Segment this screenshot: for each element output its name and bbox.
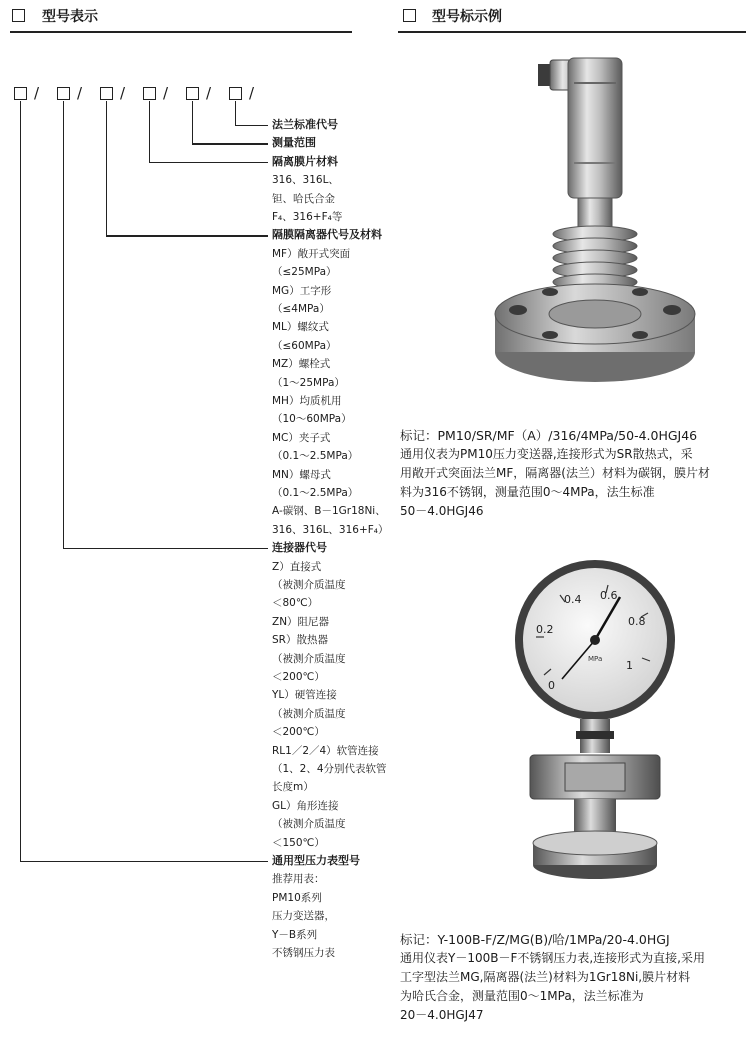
code-field-box	[229, 87, 242, 100]
bracket-vertical-line	[106, 101, 107, 235]
legend-line: SR）散热器	[272, 634, 328, 647]
example1-line: 50－4.0HGJ46	[400, 504, 484, 518]
code-field-box	[14, 87, 27, 100]
legend-line: 法兰标准代号	[272, 118, 338, 131]
right-header-checkbox-icon	[403, 9, 416, 22]
example1-caption	[400, 426, 746, 521]
pressure-gauge-photo	[510, 555, 680, 885]
legend-line: （≤25MPa）	[272, 266, 337, 279]
legend-line: （被测介质温度	[272, 652, 346, 665]
legend-line: ＜200℃）	[272, 671, 325, 683]
example2-line: 通用仪表Y－100B－F不锈钢压力表,连接形式为直接,采用	[400, 951, 705, 965]
code-field-box	[100, 87, 113, 100]
legend-line: 钽、哈氏合金	[272, 192, 335, 205]
example1-line: 通用仪表为PM10压力变送器,连接形式为SR散热式，采	[400, 447, 693, 461]
legend-line: 通用型压力表型号	[272, 854, 360, 867]
legend-line: 隔离膜片材料	[272, 154, 338, 168]
code-separator: /	[34, 84, 40, 102]
bracket-horizontal-line	[235, 125, 268, 126]
code-field-box	[186, 87, 199, 100]
legend-line: RL1／2／4）软管连接	[272, 744, 379, 757]
legend-line: 长度m）	[272, 781, 314, 794]
legend-line: （1～25MPa）	[272, 376, 345, 389]
gauge-tick-label: 1	[626, 659, 633, 672]
bracket-vertical-line	[149, 101, 150, 162]
legend-line: （10～60MPa）	[272, 413, 352, 426]
legend-line: （≤60MPa）	[272, 339, 337, 352]
legend-line: 压力变送器，	[272, 910, 335, 923]
legend-line: （1、2、4分别代表软管	[272, 763, 387, 775]
bracket-horizontal-line	[192, 143, 268, 144]
legend-line: ZN）阻尼器	[272, 615, 330, 628]
bracket-vertical-line	[63, 101, 64, 548]
bracket-horizontal-line	[63, 548, 268, 549]
legend-line: 隔膜隔离器代号及材料	[272, 228, 382, 242]
code-separator: /	[206, 84, 212, 102]
legend-line: ＜200℃）	[272, 726, 325, 739]
code-separator: /	[163, 84, 169, 102]
legend-line: F₄、316+F₄等	[272, 211, 343, 223]
legend-line: Z）直接式	[272, 560, 322, 573]
left-header-title: 型号表示	[42, 9, 98, 25]
bracket-horizontal-line	[149, 162, 268, 163]
legend-line: Y－B系列	[272, 928, 318, 941]
gauge-tick-label: 0.8	[628, 615, 646, 628]
legend-line: MZ）螺栓式	[272, 358, 331, 371]
example2-line: 20－4.0HGJ47	[400, 1008, 484, 1022]
legend-line: 测量范围	[272, 136, 316, 150]
bracket-vertical-line	[192, 101, 193, 143]
bracket-horizontal-line	[20, 861, 268, 862]
legend-line: （≤4MPa）	[272, 303, 330, 315]
legend-line: MN）螺母式	[272, 468, 331, 481]
right-header-rule	[398, 31, 746, 33]
code-field-box	[143, 87, 156, 100]
code-separator: /	[249, 84, 255, 102]
legend-line: MH）均质机用	[272, 395, 342, 407]
legend-line: （0.1～2.5MPa）	[272, 450, 359, 463]
example1-line: 料为316不锈钢，测量范围0～4MPa，法生标准	[400, 485, 655, 499]
example2-caption	[400, 930, 746, 1025]
gauge-tick-label: 0.2	[536, 623, 554, 636]
left-header-rule	[10, 31, 352, 33]
legend-line: （被测介质温度	[272, 707, 346, 720]
legend-line: MG）工字形	[272, 284, 332, 297]
example1-line: 用敞开式突面法兰MF，隔离器(法兰）材料为碳钢，膜片材	[400, 466, 710, 480]
legend-line: 推荐用表：	[272, 873, 325, 886]
legend-line: ＜150℃）	[272, 836, 325, 849]
code-separator: /	[120, 84, 126, 102]
example1-label: 标记：PM10/SR/MF（A）/316/4MPa/50-4.0HGJ46	[400, 428, 698, 443]
gauge-unit-label: MPa	[588, 655, 603, 663]
code-field-box	[57, 87, 70, 100]
legend-line: PM10系列	[272, 891, 322, 904]
transmitter-photo	[490, 52, 700, 392]
right-header-title: 型号标示例	[432, 9, 502, 25]
legend-line: ＜80℃）	[272, 597, 319, 610]
legend-line: 316、316L、	[272, 174, 339, 187]
legend-line: MC）夹子式	[272, 431, 331, 444]
left-header-checkbox-icon	[12, 9, 25, 22]
bracket-horizontal-line	[106, 235, 268, 236]
example2-label: 标记：Y-100B-F/Z/MG(B)/哈/1MPa/20-4.0HGJ	[400, 932, 670, 947]
legend-line: MF）敞开式突面	[272, 247, 351, 260]
gauge-tick-label: 0.6	[600, 589, 618, 602]
legend-line: （被测介质温度	[272, 579, 346, 591]
bracket-vertical-line	[20, 101, 21, 861]
legend-line: GL）角形连接	[272, 799, 339, 812]
legend-line: ML）螺纹式	[272, 321, 329, 334]
legend-line: 316、316L、316+F₄）	[272, 523, 389, 536]
gauge-tick-label: 0.4	[564, 593, 582, 606]
legend-line: 连接器代号	[272, 541, 327, 555]
code-separator: /	[77, 84, 83, 102]
legend-line: （0.1～2.5MPa）	[272, 487, 359, 499]
example2-line: 工字型法兰MG,隔离器(法兰)材料为1Gr18Ni,膜片材料	[400, 970, 691, 984]
gauge-tick-label: 0	[548, 679, 555, 692]
legend-line: A-碳钢、B－1Gr18Ni、	[272, 505, 386, 518]
legend-line: （被测介质温度	[272, 818, 346, 831]
legend-line: YL）硬管连接	[272, 689, 337, 702]
legend-line: 不锈钢压力表	[272, 947, 335, 959]
bracket-vertical-line	[235, 101, 236, 125]
example2-line: 为哈氏合金，测量范围0～1MPa，法兰标准为	[400, 989, 644, 1003]
